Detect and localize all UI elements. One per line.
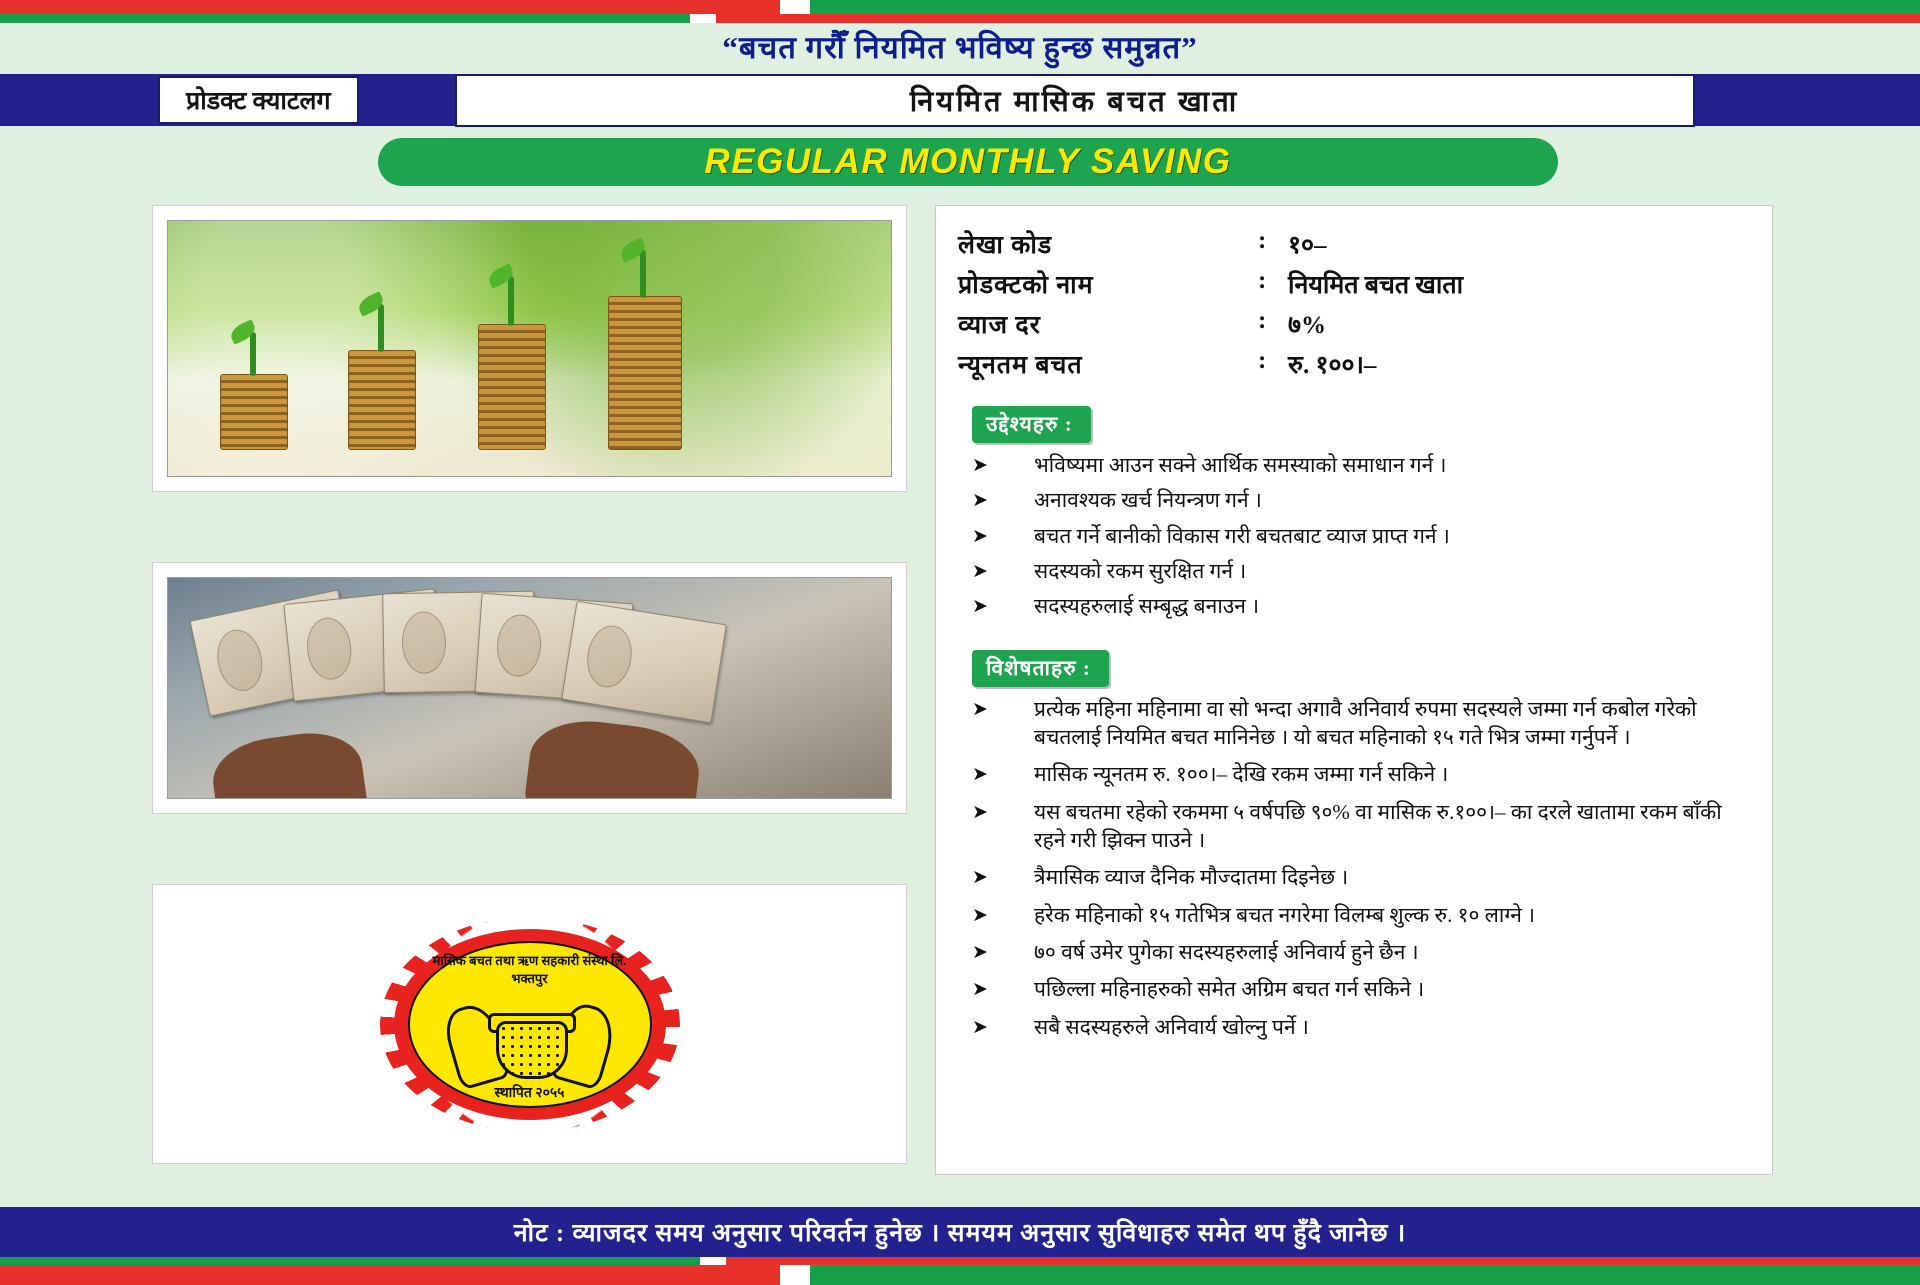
list-item-label: ७० वर्ष उमेर पुगेका सदस्यहरुलाई अनिवार्य हुने छैन । bbox=[1034, 940, 1419, 965]
arrow-bullet-icon: ➤ bbox=[972, 904, 988, 926]
detail-value: १०– bbox=[1288, 232, 1327, 259]
list-item bbox=[972, 695, 1752, 752]
product-details-table bbox=[958, 224, 1752, 384]
list-item-label: भविष्यमा आउन सक्ने आर्थिक समस्याको समाधान गर्न । bbox=[1034, 453, 1447, 477]
list-item-label: अनावश्यक खर्च नियन्त्रण गर्न । bbox=[1034, 488, 1262, 513]
detail-label: प्रोडक्टको नाम bbox=[958, 272, 1094, 299]
list-item bbox=[972, 798, 1752, 855]
list-item-label: सबै सदस्यहरुले अनिवार्य खोल्नु पर्ने । bbox=[1034, 1014, 1309, 1039]
list-item-label: प्रत्येक महिना महिनामा वा सो भन्दा अगावै अनिवार्य रुपमा सदस्यले जम्मा गर्न कबोल गरेको बचतलाई नियमित बचत मानिनेछ । यो बचत महिनाको १५ गते भित्र जम्मा गर्नुपर्ने । bbox=[1034, 696, 1697, 750]
arrow-bullet-icon: ➤ bbox=[972, 942, 988, 964]
bottom-decor-bar-1 bbox=[0, 1257, 1920, 1265]
cooperative-logo bbox=[380, 917, 680, 1132]
list-item bbox=[972, 975, 1752, 1003]
product-title: नियमित मासिक बचत खाता bbox=[455, 74, 1695, 127]
list-item-label: यस बचतमा रहेको रकममा ५ वर्षपछि ९०% वा मासिक रु.१००।– का दरले खातामा रकम बाँकी रहने गरी झिक्न पाउने । bbox=[1034, 799, 1722, 853]
arrow-bullet-icon: ➤ bbox=[972, 764, 988, 786]
list-item-label: त्रैमासिक व्याज दैनिक मौज्दातमा दिइनेछ । bbox=[1034, 865, 1349, 890]
arrow-bullet-icon: ➤ bbox=[972, 867, 988, 889]
logo-bottom-text: स्थापित २०५५ bbox=[494, 1085, 565, 1101]
photo-card-coins bbox=[152, 205, 907, 492]
detail-separator: : bbox=[1258, 267, 1267, 294]
arrow-bullet-icon: ➤ bbox=[972, 525, 988, 547]
coins-and-plants-image bbox=[168, 221, 891, 476]
list-item bbox=[972, 1013, 1752, 1041]
media-column bbox=[152, 205, 907, 1234]
top-decor-bar-2 bbox=[0, 14, 1920, 23]
photo-card-money bbox=[152, 562, 907, 814]
footer-note: नोट : व्याजदर समय अनुसार परिवर्तन हुनेछ । समयम अनुसार सुविधाहरु समेत थप हुँदै जानेछ । bbox=[0, 1207, 1920, 1257]
logo-card bbox=[152, 884, 907, 1164]
arrow-bullet-icon: ➤ bbox=[972, 698, 988, 720]
list-item-label: सदस्यहरुलाई सम्बृद्ध बनाउन । bbox=[1034, 594, 1260, 619]
features-heading: विशेषताहरु : bbox=[972, 650, 1109, 687]
detail-value: ७% bbox=[1288, 312, 1327, 339]
list-item bbox=[972, 486, 1752, 514]
logo-middle-text: भक्तपुर bbox=[511, 970, 548, 986]
table-row bbox=[958, 264, 1752, 304]
bottom-decor-bar-2 bbox=[0, 1265, 1920, 1285]
list-item bbox=[972, 863, 1752, 891]
objectives-list bbox=[958, 451, 1752, 621]
logo-top-text: मासिक बचत तथा ऋण सहकारी संस्था लि. bbox=[432, 952, 627, 968]
arrow-bullet-icon: ➤ bbox=[972, 455, 988, 476]
detail-value: रु. १००।– bbox=[1288, 352, 1377, 379]
detail-value: नियमित बचत खाता bbox=[1288, 272, 1464, 299]
list-item bbox=[972, 451, 1752, 479]
list-item bbox=[972, 760, 1752, 788]
detail-label: व्याज दर bbox=[958, 312, 1041, 339]
table-row bbox=[958, 224, 1752, 264]
catalog-label: प्रोडक्ट क्याटलग bbox=[158, 76, 359, 124]
detail-separator: : bbox=[1258, 227, 1267, 254]
features-list bbox=[958, 695, 1752, 1041]
table-row bbox=[958, 304, 1752, 344]
list-item bbox=[972, 557, 1752, 585]
detail-label: न्यूनतम बचत bbox=[958, 352, 1083, 379]
hands-and-pot-icon bbox=[450, 1005, 610, 1085]
list-item-label: हरेक महिनाको १५ गतेभित्र बचत नगरेमा विलम्ब शुल्क रु. १० लाग्ने । bbox=[1034, 902, 1536, 927]
table-row bbox=[958, 344, 1752, 384]
list-item-label: बचत गर्ने बानीको विकास गरी बचतबाट व्याज प्राप्त गर्न । bbox=[1034, 523, 1450, 548]
detail-label: लेखा कोड bbox=[958, 232, 1053, 259]
arrow-bullet-icon: ➤ bbox=[972, 561, 988, 583]
list-item bbox=[972, 901, 1752, 929]
top-decor-bar bbox=[0, 0, 1920, 14]
detail-separator: : bbox=[1258, 307, 1267, 334]
list-item bbox=[972, 938, 1752, 966]
banknotes-image bbox=[168, 578, 891, 798]
arrow-bullet-icon: ➤ bbox=[972, 596, 988, 618]
arrow-bullet-icon: ➤ bbox=[972, 801, 988, 823]
details-panel bbox=[935, 205, 1773, 1175]
arrow-bullet-icon: ➤ bbox=[972, 979, 988, 1001]
list-item bbox=[972, 592, 1752, 620]
title-band bbox=[0, 74, 1920, 126]
list-item bbox=[972, 522, 1752, 550]
slogan-text: “बचत गरौँ नियमित भविष्य हुन्छ समुन्नत” bbox=[722, 30, 1198, 65]
arrow-bullet-icon: ➤ bbox=[972, 490, 988, 512]
arrow-bullet-icon: ➤ bbox=[972, 1016, 988, 1038]
objectives-heading: उद्देश्यहरु : bbox=[972, 406, 1091, 443]
list-item-label: मासिक न्यूनतम रु. १००।– देखि रकम जम्मा गर्न सकिने । bbox=[1034, 762, 1449, 787]
list-item-label: सदस्यको रकम सुरक्षित गर्न । bbox=[1034, 559, 1247, 584]
list-item-label: पछिल्ला महिनाहरुको समेत अग्रिम बचत गर्न सकिने । bbox=[1034, 977, 1425, 1002]
english-title-ribbon: REGULAR MONTHLY SAVING bbox=[378, 138, 1558, 186]
detail-separator: : bbox=[1258, 347, 1267, 374]
